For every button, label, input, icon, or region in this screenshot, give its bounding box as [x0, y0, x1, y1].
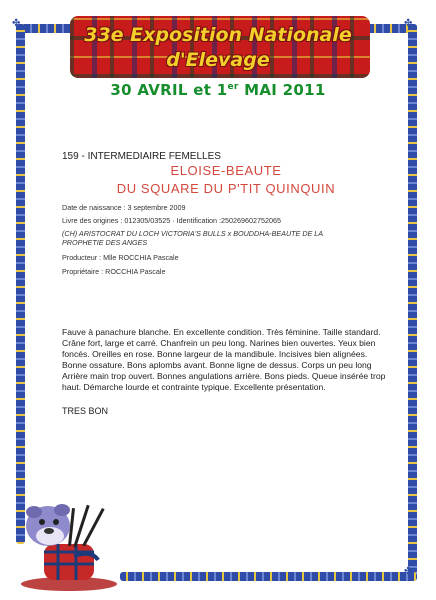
description-line: Crâne fort, large et carré. Chanfrein un peu long. Narines bien ouvertes. Yeux bien: [62, 338, 376, 349]
registry-id: Livre des origines : 012305/03525 · Identification :250269602752065: [62, 216, 281, 225]
pedigree-line2: PROPHETIE DES ANGES: [62, 238, 148, 247]
dog-name-line2: DU SQUARE DU P'TIT QUINQUIN: [116, 181, 336, 196]
description-line: haut. Démarche lourde et contrainte typique. Excellente présentation.: [62, 382, 326, 393]
frame-corner-knot-icon: ✤: [404, 18, 413, 29]
judge-description: [62, 327, 407, 394]
birth-date: Date de naissance : 3 septembre 2009: [62, 203, 186, 212]
event-date: 30 AVRIL et 1er MAI 2011: [110, 81, 326, 99]
frame-corner-knot-icon: ✤: [404, 566, 413, 577]
description-line: Fauve à panachure blanche. En excellente condition. Très féminine. Taille standard.: [62, 327, 381, 337]
event-title-line1: 33e Exposition Nationale: [84, 24, 352, 46]
dog-name-line1: ELOISE-BEAUTE: [170, 163, 282, 178]
verdict: TRES BON: [62, 406, 109, 416]
frame-right-border: [408, 24, 417, 574]
description-line: Arrière main trop ouvert. Bonnes angulations arrière. Bons pieds. Queue insérée trop: [62, 371, 386, 382]
description-line: foncés. Oreilles en rose. Bonne largeur de la mandibule. Incisives bien alignées.: [62, 349, 368, 360]
frame-bottom-border: [120, 572, 417, 581]
bulldog-bagpiper-icon: [14, 486, 124, 592]
frame-corner-knot-icon: ✤: [12, 18, 21, 29]
event-title-line2: d'Elevage: [166, 49, 270, 71]
description-line: Bonne ossature. Bons aplombs avant. Bonne ligne de dessus. Corps un peu long: [62, 360, 372, 371]
owner: Propriétaire : ROCCHIA Pascale: [62, 267, 166, 276]
breeder: Producteur : Mlle ROCCHIA Pascale: [62, 253, 179, 262]
pedigree-line1: (CH) ARISTOCRAT DU LOCH VICTORIA'S BULLS x BOUDDHA-BEAUTE DE LA: [62, 229, 324, 238]
class-heading: 159 - INTERMEDIAIRE FEMELLES: [62, 151, 221, 162]
frame-left-border: [16, 24, 25, 544]
